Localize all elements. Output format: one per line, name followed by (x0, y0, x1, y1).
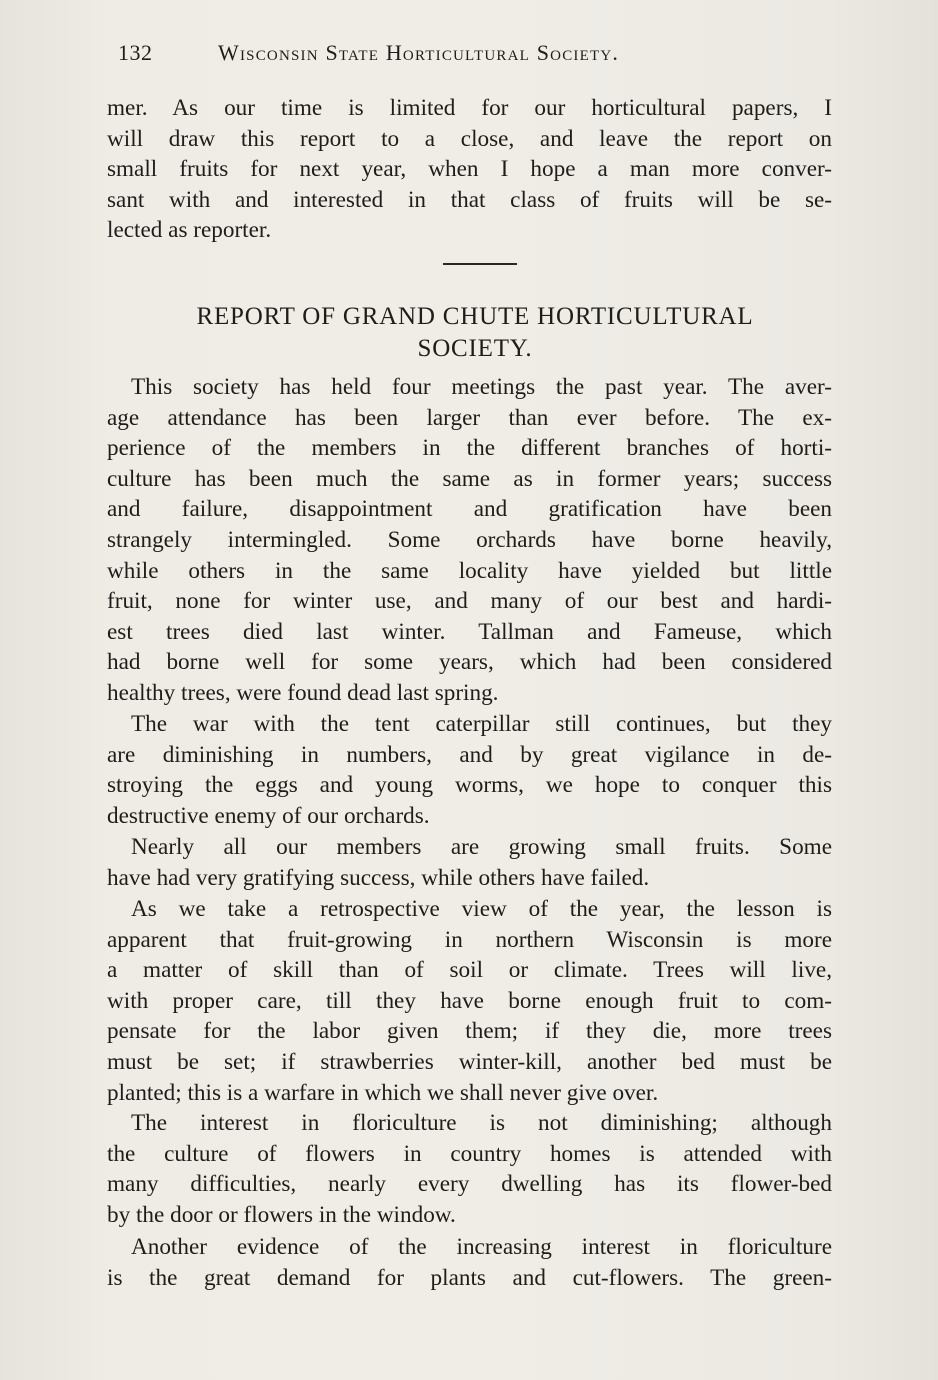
text-line: perience of the members in the different branches of horti- (107, 435, 832, 462)
text-line: est trees died last winter. Tallman and Fameuse, which (107, 618, 832, 645)
text-line: small fruits for next year, when I hope a man more conver- (107, 156, 832, 183)
text-line: As we take a retrospective view of the year, the lesson is (131, 896, 832, 922)
text-line: must be set; if strawberries winter-kill, another bed must be (107, 1048, 832, 1075)
page-number: 132 (118, 40, 153, 65)
page-header (118, 40, 818, 76)
text-line: sant with and interested in that class of fruits will be se- (107, 186, 832, 213)
section-heading (120, 301, 830, 365)
text-line: and failure, disappointment and gratification have been (107, 496, 832, 523)
text-line: lected as reporter. (107, 217, 272, 244)
text-line: This society has held four meetings the past year. The aver- (131, 374, 832, 400)
text-line: destructive enemy of our orchards. (107, 802, 430, 829)
text-line: planted; this is a warfare in which we shall never give over. (107, 1079, 659, 1106)
paragraph-2 (107, 709, 832, 831)
paragraph-1 (107, 372, 832, 709)
text-line: Nearly all our members are growing small fruits. Some (131, 834, 832, 860)
section-divider (443, 263, 517, 265)
text-line: the culture of flowers in country homes is attended with (107, 1140, 832, 1167)
text-line: will draw this report to a close, and leave the report on (107, 125, 832, 152)
text-line: Another evidence of the increasing interest in floriculture (131, 1234, 832, 1260)
text-line: many difficulties, nearly every dwelling has its flower-bed (107, 1171, 832, 1198)
text-line: healthy trees, were found dead last spring. (107, 679, 499, 706)
text-line: are diminishing in numbers, and by great vigilance in de- (107, 741, 832, 768)
text-line: strangely intermingled. Some orchards have borne heavily, (107, 526, 832, 553)
text-line: by the door or flowers in the window. (107, 1201, 456, 1228)
text-line: The war with the tent caterpillar still continues, but they (131, 711, 832, 737)
text-line: mer. As our time is limited for our horticultural papers, I (107, 95, 832, 121)
text-line: while others in the same locality have yielded but little (107, 557, 832, 584)
text-line: a matter of skill than of soil or climate. Trees will live, (107, 957, 832, 984)
section-heading-line: SOCIETY. (417, 335, 533, 362)
text-line: with proper care, till they have borne enough fruit to com- (107, 987, 832, 1014)
paragraph-3 (107, 832, 832, 893)
text-line: pensate for the labor given them; if they die, more trees (107, 1018, 832, 1045)
text-line: culture has been much the same as in former years; success (107, 465, 832, 492)
running-title: Wisconsin State Horticultural Society. (218, 40, 620, 65)
text-line: is the great demand for plants and cut-flowers. The green- (107, 1264, 832, 1291)
paragraph-4 (107, 894, 832, 1108)
text-line: apparent that fruit-growing in northern Wisconsin is more (107, 926, 832, 953)
paragraph-5 (107, 1108, 832, 1230)
text-line: The interest in floriculture is not diminishing; although (131, 1110, 832, 1136)
text-line: have had very gratifying success, while others have failed. (107, 864, 650, 891)
section-heading-line: REPORT OF GRAND CHUTE HORTICULTURAL (196, 303, 754, 330)
intro-paragraph (107, 93, 832, 246)
text-line: stroying the eggs and young worms, we hope to conquer this (107, 772, 832, 799)
text-line: had borne well for some years, which had been considered (107, 649, 832, 676)
paragraph-6 (107, 1232, 832, 1293)
text-line: age attendance has been larger than ever before. The ex- (107, 404, 832, 431)
text-line: fruit, none for winter use, and many of our best and hardi- (107, 588, 832, 615)
